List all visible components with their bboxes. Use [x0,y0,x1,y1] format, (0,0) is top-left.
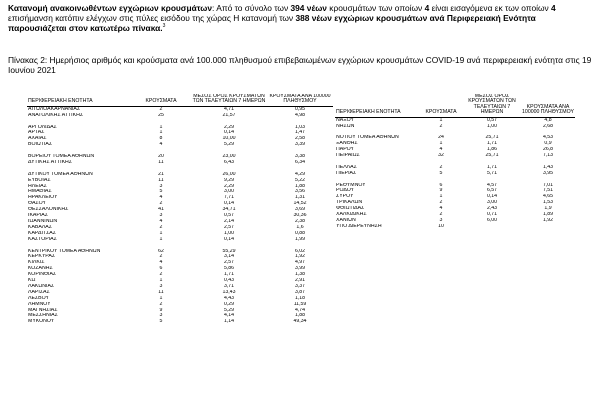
avg7-cell: 55,29 [222,248,236,254]
avg7-cell: 2,57 [223,260,235,266]
avg7-cell: 2,29 [223,183,235,189]
header-region: ΠΕΡΙΦΕΡΕΙΑΚΗ ΕΝΟΤΗΤΑ [335,94,419,117]
avg7-cell: 0,29 [223,301,235,307]
cases-cell: 9 [159,307,163,313]
header-per100k: ΚΡΟΥΣΜΑΤΑ ΑΝΑ 100000 ΠΛΗΘΥΣΜΟΥ [267,94,333,106]
avg7-cell: 10,00 [222,136,236,142]
avg7-cell: 4,57 [486,182,498,188]
per100k-cell: 4,8 [544,117,552,123]
region-cell: ΝΟΤΙΟΥ ΤΟΜΕΑ ΑΘΗΝΩΝ [336,135,399,141]
per100k-cell: 7,01 [542,182,554,188]
intro-total-cases: 394 [290,3,305,13]
region-cell: ΣΥΡΟΥ [336,194,354,200]
per100k-cell: 1,88 [294,183,306,189]
avg7-cell: 2,14 [223,218,235,224]
avg7-cell [463,224,521,230]
per100k-cell: 14,52 [293,201,307,207]
per100k-cell: 1,31 [294,195,306,201]
per100k-cell: 1,92 [294,254,306,260]
per100k-cell: 1,88 [294,313,306,319]
cases-cell: 32 [438,153,444,159]
avg7-cell: 4,71 [223,106,235,112]
cases-cell: 3 [159,313,163,319]
avg7-cell: 6,57 [486,188,498,194]
table-body-left [27,106,333,325]
cases-cell: 4 [439,147,443,153]
cases-cell: 1 [159,130,163,136]
avg7-cell: 0,14 [486,194,498,200]
table-header-row [335,94,575,117]
region-cell: ΚΩ [28,278,36,284]
intro-text-e: επισήμανση κατόπιν ελέγχων στις πύλες εισόδου της χώρας Η κατανομή των [8,13,296,24]
avg7-cell: 1,86 [486,147,498,153]
avg7-cell: 21,57 [222,112,236,118]
per100k-cell: 3,95 [542,170,554,176]
region-cell: ΒΟΙΩΤΙΑΣ [28,142,53,148]
cases-cell: 2 [159,254,163,260]
region-cell: ΠΙΕΡΙΑΣ [336,170,357,176]
per100k-cell: 3,38 [294,154,306,160]
region-cell: ΠΕΛΛΑΣ [336,164,357,170]
region-cell: ΛΑΚΩΝΙΑΣ [28,283,55,289]
cases-cell: 6 [159,266,163,272]
region-cell: ΜΥΚΟΝΟΥ [28,319,55,325]
cases-cell: 2 [439,164,443,170]
header-per100k: ΚΡΟΥΣΜΑΤΑ ΑΝΑ 100000 ΠΛΗΘΥΣΜΟΥ [521,94,575,117]
regional-cases-table-right [335,94,575,230]
region-cell: ΜΕΣΣΗΝΙΑΣ [28,313,58,319]
cases-cell: 41 [158,207,164,213]
region-cell: ΙΚΑΡΙΑΣ [28,213,48,219]
table-caption: Πίνακας 2: Ημερήσιος αριθμός και κρούσματα ανά 100.000 πληθυσμού επιβεβαιωμένων εγχώριων κρουσμάτων COVID-19 ανά περιφερειακή ενότητα στις 19 Ιουνίου 2021 [8,55,592,76]
table-row [27,319,333,325]
avg7-cell: 7,71 [223,195,235,201]
per100k-cell: 3,56 [294,189,306,195]
intro-text-d: είναι εισαγόμενα εκ των οποίων [429,3,552,13]
cases-cell: 3 [159,283,163,289]
avg7-cell: 25,71 [485,153,499,159]
region-cell: ΑΡΓΟΛΙΔΑΣ [28,124,57,130]
region-cell: ΗΛΕΙΑΣ [28,183,47,189]
per100k-cell: 26,8 [542,147,554,153]
avg7-cell: 25,71 [485,135,499,141]
cases-cell: 2 [159,201,163,207]
avg7-cell: 0,71 [486,212,498,218]
region-cell: ΚΑΒΑΛΑΣ [28,224,52,230]
avg7-cell: 3,00 [223,189,235,195]
avg7-cell: 34,71 [222,207,236,213]
region-cell: ΚΑΣΤΟΡΙΑΣ [28,236,57,242]
cases-cell: 21 [158,171,164,177]
cases-cell: 1 [439,194,443,200]
intro-imported-checked: 4 [551,3,556,13]
region-cell: ΚΑΡΔΙΤΣΑΣ [28,230,56,236]
avg7-cell: 5,71 [486,170,498,176]
avg7-cell: 5,29 [223,307,235,313]
cases-cell: 1 [439,117,443,123]
avg7-cell: 3,14 [223,254,235,260]
cases-cell: 4 [159,218,163,224]
cases-cell: 2 [159,106,163,112]
avg7-cell: 1,00 [223,230,235,236]
avg7-cell: 3,00 [486,200,498,206]
cases-cell: 8 [159,136,163,142]
region-cell: ΛΕΣΒΟΥ [28,295,49,301]
per100k-cell: 3,69 [294,207,306,213]
avg7-cell: 4,43 [223,295,235,301]
table-header-row [27,94,333,106]
region-cell: ΑΡΤΑΣ [28,130,45,136]
cases-cell: 4 [159,142,163,148]
avg7-cell: 6,43 [223,159,235,165]
per100k-cell: 4,65 [542,194,554,200]
region-cell: ΠΑΡΟΥ [336,147,354,153]
region-cell: ΤΡΙΚΑΛΩΝ [336,200,363,206]
region-cell: ΡΟΔΟΥ [336,188,355,194]
per100k-cell: 7,13 [542,153,554,159]
per100k-cell: 4,74 [294,307,306,313]
region-cell: ΞΑΝΘΗΣ [336,141,358,147]
per100k-cell: 4,53 [542,135,554,141]
region-cell: ΑΙΤΩΛΟΑΚΑΡΝΑΝΙΑΣ [28,106,81,112]
cases-cell: 25 [158,112,164,118]
header-avg7: ΜΕΣΟΣ ΟΡΟΣ ΚΡΟΥΣΜΑΤΩΝ ΤΩΝ ΤΕΛΕΥΤΑΙΩΝ 7 ΗΜΕΡΩΝ [192,94,266,105]
per100k-cell: 1,43 [542,164,554,170]
cases-cell: 11 [158,177,164,183]
avg7-cell: 1,00 [486,123,498,129]
cases-cell: 1 [159,278,163,284]
region-cell: ΦΘΙΩΤΙΔΑΣ [336,206,365,212]
cases-cell: 2 [159,301,163,307]
region-cell: ΔΥΤΙΚΟΥ ΤΟΜΕΑ ΑΘΗΝΩΝ [28,171,93,177]
cases-cell: 9 [439,188,443,194]
per100k-cell: 2,91 [294,278,306,284]
cases-cell: 11 [158,159,164,165]
per100k-cell: 1,89 [542,212,554,218]
cases-cell: 2 [439,200,443,206]
header-cases: ΚΡΟΥΣΜΑΤΑ [131,94,191,106]
header-avg7: ΜΕΣΟΣ ΟΡΟΣ ΚΡΟΥΣΜΑΤΩΝ ΤΩΝ ΤΕΛΕΥΤΑΙΩΝ 7 ΗΜΕΡΩΝ [463,94,521,117]
region-cell: ΚΙΛΚΙΣ [28,260,45,266]
per100k-cell: 11,59 [293,301,307,307]
region-cell: ΘΑΣΟΥ [28,201,46,207]
intro-paragraph [8,3,592,34]
per100k-cell: 49,34 [293,319,307,325]
region-cell: ΧΑΛΚΙΔΙΚΗΣ [336,212,367,218]
avg7-cell: 0,14 [223,201,235,207]
cases-cell: 5 [159,319,163,325]
cases-cell: 4 [159,195,163,201]
cases-cell: 2 [439,212,443,218]
avg7-cell: 4,14 [223,313,235,319]
per100k-cell: 3,99 [294,266,306,272]
intro-imported-count: 4 [424,3,430,13]
per100k-cell: 4,29 [294,171,306,177]
per100k-cell: 5,22 [294,177,306,183]
cases-cell: 1 [159,236,163,242]
per100k-cell: 30,36 [293,213,307,219]
table-row [335,224,575,230]
cases-cell: 24 [438,135,444,141]
cases-cell: 11 [158,289,164,295]
per100k-cell: 0,88 [294,230,306,236]
intro-text-b: νέων [304,3,327,13]
region-cell: ΚΟΡΙΝΘΙΑΣ [28,272,57,278]
region-cell: ΗΜΑΘΙΑΣ [28,189,52,195]
per100k-cell: 1,18 [294,295,306,301]
intro-title: Κατανομή ανακοινωθέντων εγχώριων κρουσμάτων [8,3,213,13]
region-cell: ΚΕΝΤΡΙΚΟΥ ΤΟΜΕΑ ΑΘΗΝΩΝ [28,248,101,254]
region-cell: ΒΟΡΕΙΟΥ ΤΟΜΕΑ ΑΘΗΝΩΝ [28,154,95,160]
region-cell: ΘΕΣΣΑΛΟΝΙΚΗΣ [28,207,69,213]
per100k-cell: 1,92 [542,217,554,223]
header-region: ΠΕΡΙΦΕΡΕΙΑΚΗ ΕΝΟΤΗΤΑ [27,94,131,106]
avg7-cell: 26,00 [222,171,236,177]
region-cell: ΡΕΘΥΜΝΟΥ [336,182,366,188]
cases-cell: 2 [159,224,163,230]
per100k-cell: 2,58 [294,136,306,142]
cases-cell: 62 [158,248,164,254]
region-cell: ΕΥΒΟΙΑΣ [28,177,51,183]
intro-text-f: νέων εγχώριων κρουσμάτων ανά Περιφερειακή Ενότητα παρουσιάζεται στον κατωτέρω πίνακα. [8,13,536,34]
cases-cell: 5 [159,189,163,195]
cases-cell: 3 [159,213,163,219]
region-cell: ΝΗΣΩΝ [336,123,355,129]
per100k-cell: 1,9 [544,206,552,212]
cases-cell: 3 [159,183,163,189]
region-cell: ΙΩΑΝΝΙΝΩΝ [28,218,58,224]
header-cases: ΚΡΟΥΣΜΑΤΑ [419,94,463,117]
regional-cases-table-left [27,94,333,325]
avg7-cell: 0,57 [223,213,235,219]
per100k-cell: 0,95 [294,106,306,112]
region-cell: ΑΧΑΪΑΣ [28,136,47,142]
cases-cell: 5 [439,170,443,176]
region-cell: ΧΑΝΙΩΝ [336,217,356,223]
intro-text-c: κρουσμάτων των οποίων [326,3,425,13]
per100k-cell: 6,02 [294,248,306,254]
avg7-cell: 0,57 [486,117,498,123]
avg7-cell: 5,29 [223,142,235,148]
avg7-cell: 1,71 [486,141,498,147]
avg7-cell: 2,57 [223,224,235,230]
footnote-mark: 3 [162,23,166,30]
per100k-cell: 7,51 [542,188,554,194]
region-cell: ΔΥΤΙΚΗΣ ΑΤΤΙΚΗΣ [28,159,72,165]
cases-cell: 3 [439,217,443,223]
per100k-cell: 3,87 [294,289,306,295]
per100k-cell: 2,38 [294,218,306,224]
per100k-cell: 3,39 [294,142,306,148]
region-cell: ΠΕΙΡΑΙΩΣ [336,153,360,159]
avg7-cell: 1,71 [223,272,235,278]
avg7-cell: 2,29 [223,124,235,130]
per100k-cell: 2,68 [542,123,554,129]
region-cell: ΝΑΞΟΥ [336,117,354,123]
avg7-cell: 5,86 [223,266,235,272]
cases-cell: 1 [159,295,163,301]
avg7-cell: 9,29 [223,177,235,183]
cases-cell: 1 [159,230,163,236]
table-body-right [335,117,575,230]
avg7-cell: 6,00 [486,217,498,223]
per100k-cell: 1,53 [542,200,554,206]
region-cell: ΥΠΟ ΔΙΕΡΕΥΝΗΣΗ [336,223,382,229]
cases-cell: 2 [159,272,163,278]
cases-cell: 6 [439,182,443,188]
per100k-cell: 1,47 [294,130,306,136]
region-cell: ΗΡΑΚΛΕΙΟΥ [28,195,58,201]
per100k-cell: 6,34 [294,159,306,165]
avg7-cell: 0,14 [223,236,235,242]
avg7-cell: 1,14 [223,319,235,325]
avg7-cell: 23,00 [222,154,236,160]
avg7-cell: 13,43 [222,289,236,295]
cases-cell: 1 [439,141,443,147]
intro-local-cases: 388 [295,13,310,24]
avg7-cell: 1,71 [486,164,498,170]
per100k-cell: 1,6 [296,224,304,230]
per100k-cell: 4,97 [294,260,306,266]
per100k-cell: 1,38 [294,272,306,278]
cases-cell: 4 [439,206,443,212]
per100k-cell: 4,98 [294,112,306,118]
per100k-cell: 0,9 [544,141,552,147]
region-cell: ΑΝΑΤΟΛΙΚΗΣ ΑΤΤΙΚΗΣ [28,112,84,118]
avg7-cell: 0,14 [223,130,235,136]
per100k-cell: 3,37 [294,283,306,289]
region-cell: ΚΕΡΚΥΡΑΣ [28,254,56,260]
intro-text-a: : Από το σύνολο των [212,3,291,13]
region-cell: ΚΟΖΑΝΗΣ [28,266,53,272]
region-cell: ΛΗΜΝΟΥ [28,301,51,307]
cases-cell: 1 [159,124,163,130]
avg7-cell: 3,71 [223,283,235,289]
per100k-cell [521,224,575,230]
region-cell: ΛΑΡΙΣΑΣ [28,289,50,295]
per100k-cell: 1,03 [294,124,306,130]
per100k-cell: 1,99 [294,236,306,242]
cases-cell: 10 [438,223,444,229]
cases-cell: 2 [439,123,443,129]
avg7-cell: 2,43 [486,206,498,212]
avg7-cell: 0,43 [223,278,235,284]
cases-cell: 4 [159,260,163,266]
region-cell: ΜΑΓΝΗΣΙΑΣ [28,307,58,313]
cases-cell: 20 [158,154,164,160]
